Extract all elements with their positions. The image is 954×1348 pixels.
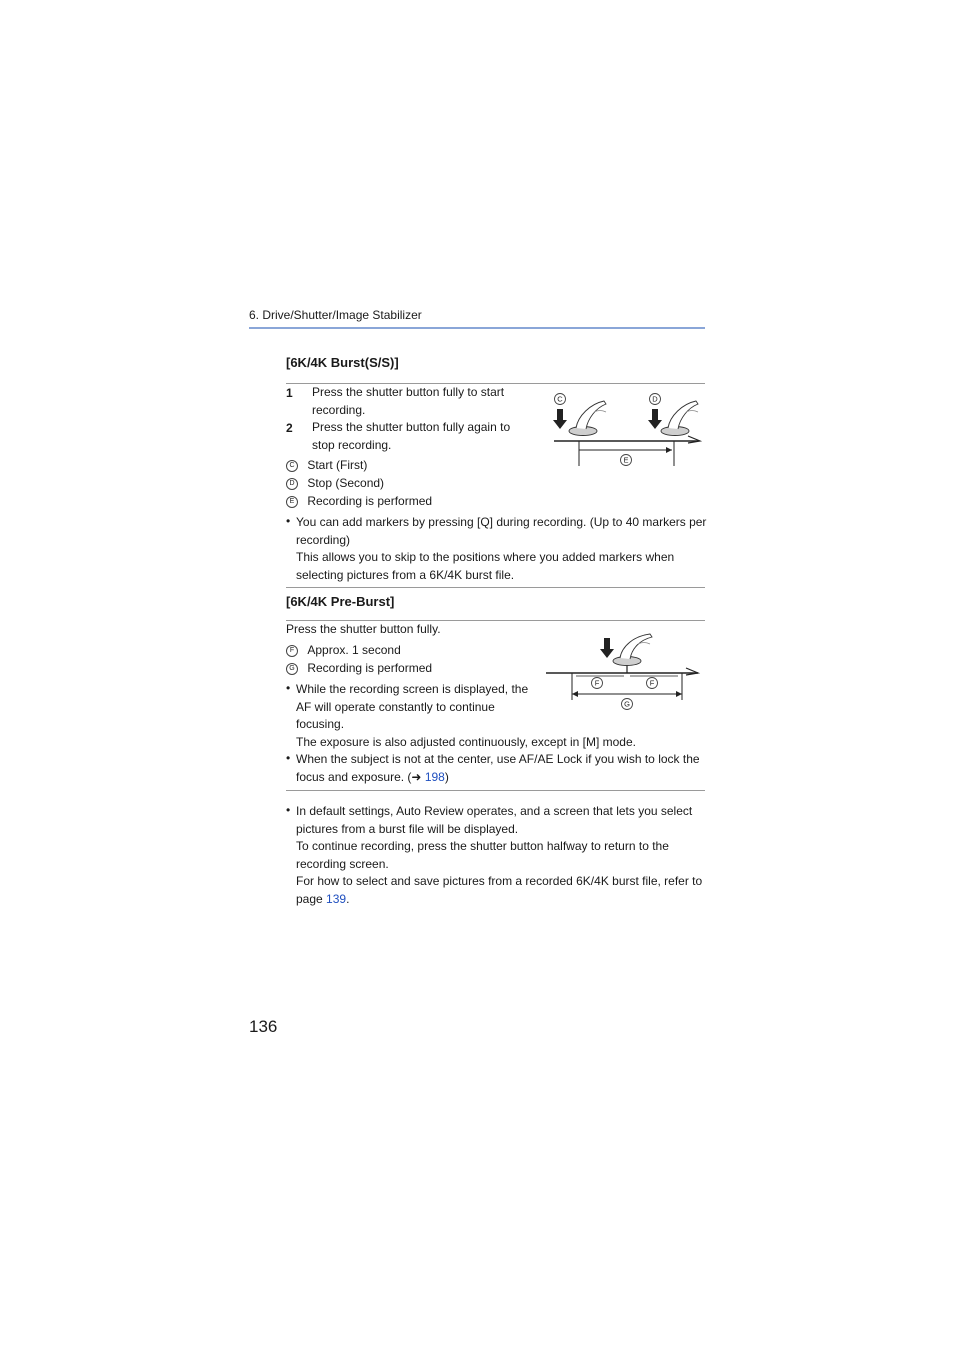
legend-marker: F bbox=[286, 645, 298, 657]
note-line: selecting pictures from a 6K/4K burst file. bbox=[296, 567, 515, 582]
burst-ss-diagram bbox=[548, 388, 708, 470]
note-text: page bbox=[296, 891, 327, 906]
span-arrow-right-icon bbox=[676, 691, 682, 697]
span-arrow-icon bbox=[666, 447, 672, 453]
legend-item bbox=[286, 660, 432, 678]
note-line: You can add markers by pressing [Q] during recording. (Up to 40 markers per bbox=[296, 515, 707, 529]
note-line: focusing. bbox=[296, 717, 345, 731]
timeline-arrowhead bbox=[688, 436, 700, 443]
diagram-label: E bbox=[623, 455, 629, 465]
label-c-icon bbox=[555, 394, 566, 405]
label-d-icon bbox=[650, 394, 661, 405]
legend-text: Approx. 1 second bbox=[307, 643, 401, 657]
legend-item bbox=[286, 642, 401, 660]
note-line: This allows you to skip to the positions where you added markers when bbox=[296, 550, 675, 564]
label-e-icon bbox=[621, 455, 632, 466]
bullet-icon: • bbox=[286, 681, 291, 695]
page-link-139[interactable]: 139 bbox=[326, 891, 347, 906]
note-auto-review bbox=[296, 803, 702, 908]
timeline-arrowhead bbox=[686, 668, 698, 675]
section-rule bbox=[286, 790, 705, 791]
legend-marker: E bbox=[286, 496, 298, 508]
chapter-header: 6. Drive/Shutter/Image Stabilizer bbox=[249, 308, 422, 322]
span-arrow-left-icon bbox=[572, 691, 578, 697]
note-line: While the recording screen is displayed, the bbox=[296, 682, 529, 696]
step-number: 1 bbox=[286, 386, 293, 400]
legend-marker: C bbox=[286, 460, 298, 472]
step-line: recording. bbox=[312, 402, 366, 417]
diagram-label: C bbox=[557, 394, 563, 404]
bullet-icon: • bbox=[286, 751, 291, 765]
note-af-ae-lock bbox=[296, 751, 700, 786]
label-f-icon bbox=[592, 678, 603, 689]
legend-text: Recording is performed bbox=[307, 494, 433, 508]
diagram-label: G bbox=[624, 699, 630, 709]
legend-marker: G bbox=[286, 663, 298, 675]
label-g-icon bbox=[622, 699, 633, 710]
step-line: stop recording. bbox=[312, 437, 392, 452]
note-line: pictures from a burst file will be displayed. bbox=[296, 821, 519, 836]
note-line: recording) bbox=[296, 532, 351, 547]
page-link-198[interactable]: 198 bbox=[424, 769, 445, 784]
arrow-right-icon: ➜ bbox=[411, 769, 422, 784]
page-number: 136 bbox=[249, 1017, 278, 1036]
note-line: To continue recording, press the shutter button halfway to return to the bbox=[296, 839, 669, 853]
press-arrow-icon bbox=[553, 409, 567, 429]
section-title-pre-burst: [6K/4K Pre-Burst] bbox=[286, 594, 395, 609]
legend-item bbox=[286, 457, 367, 475]
step-line: Press the shutter button fully to start bbox=[312, 385, 505, 399]
step-line: Press the shutter button fully again to bbox=[312, 420, 511, 434]
diagram-label: F bbox=[594, 678, 600, 688]
press-arrow-icon bbox=[600, 638, 614, 658]
note-line: For how to select and save pictures from a recorded 6K/4K burst file, refer to bbox=[296, 874, 703, 888]
label-f-icon bbox=[647, 678, 658, 689]
note-line bbox=[296, 769, 700, 787]
note-line: In default settings, Auto Review operates, and a screen that lets you select bbox=[296, 804, 693, 818]
note-line: AF will operate constantly to continue bbox=[296, 699, 495, 714]
note-text: ) bbox=[444, 769, 449, 784]
pre-burst-intro: Press the shutter button fully. bbox=[286, 622, 441, 636]
legend-text: Start (First) bbox=[307, 458, 368, 472]
legend-item bbox=[286, 475, 384, 493]
finger-on-shutter-icon bbox=[661, 401, 698, 436]
press-arrow-icon bbox=[648, 409, 662, 429]
bullet-icon: • bbox=[286, 803, 291, 817]
legend-text: Recording is performed bbox=[307, 661, 433, 675]
legend-text: Stop (Second) bbox=[307, 476, 385, 490]
section-title-burst-ss: [6K/4K Burst(S/S)] bbox=[286, 355, 399, 370]
note-line bbox=[296, 891, 702, 909]
note-line: When the subject is not at the center, use AF/AE Lock if you wish to lock the bbox=[296, 752, 700, 766]
legend-marker: D bbox=[286, 478, 298, 490]
diagram-label: D bbox=[652, 394, 658, 404]
section-rule bbox=[286, 587, 705, 588]
finger-on-shutter-icon bbox=[613, 634, 652, 666]
bullet-icon: • bbox=[286, 514, 291, 528]
note-markers bbox=[296, 514, 706, 584]
pre-burst-diagram bbox=[540, 632, 704, 714]
step-text bbox=[312, 419, 510, 454]
legend-item bbox=[286, 493, 432, 511]
diagram-label: F bbox=[649, 678, 655, 688]
finger-on-shutter-icon bbox=[569, 401, 606, 436]
step-number: 2 bbox=[286, 421, 293, 435]
note-line: recording screen. bbox=[296, 856, 389, 871]
note-line: The exposure is also adjusted continuously, except in [M] mode. bbox=[296, 734, 636, 749]
note-text: focus and exposure. ( bbox=[296, 769, 412, 784]
header-rule bbox=[249, 327, 705, 329]
note-text: . bbox=[346, 891, 350, 906]
step-text bbox=[312, 384, 504, 419]
